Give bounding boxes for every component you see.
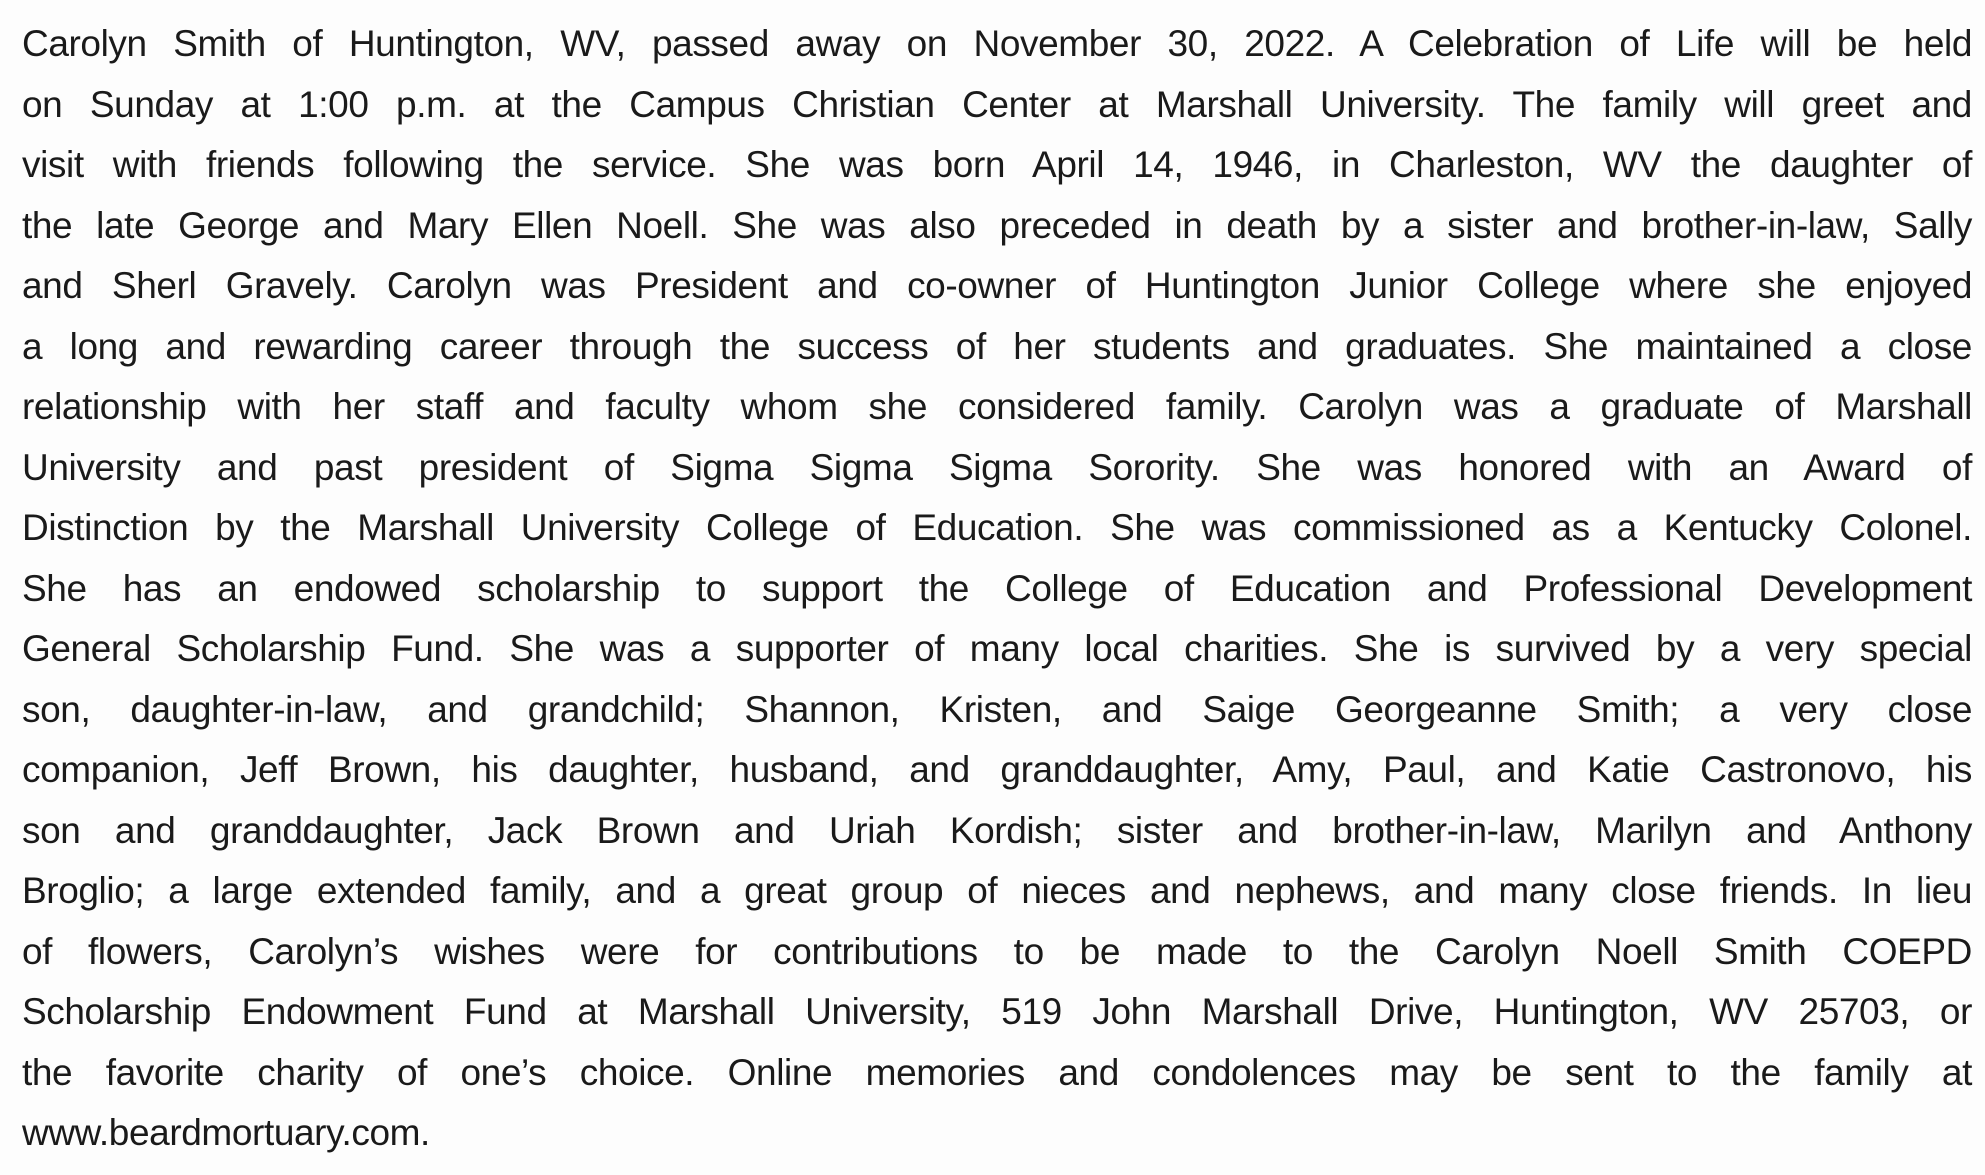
text-line: the late George and Mary Ellen Noell. She was also preceded in death by a sister and brother-in-law, Sally [22, 204, 1972, 246]
text-line: relationship with her staff and faculty whom she considered family. Carolyn was a graduate of Marshall [22, 386, 1972, 427]
website-link-text: www.beardmortuary.com. [22, 1112, 430, 1153]
text-line: and Sherl Gravely. Carolyn was President and co-owner of Huntington Junior College where she enjoyed [22, 265, 1972, 306]
text-line: companion, Jeff Brown, his daughter, husband, and granddaughter, Amy, Paul, and Katie Castronovo, his [22, 749, 1972, 790]
text-line: University and past president of Sigma Sigma Sigma Sorority. She was honored with an Award of [22, 446, 1972, 488]
text-line: Broglio; a large extended family, and a great group of nieces and nephews, and many close friends. In lieu [22, 870, 1972, 911]
text-line: Scholarship Endowment Fund at Marshall University, 519 John Marshall Drive, Huntington, WV 25703, or [22, 991, 1972, 1032]
text-line: on Sunday at 1:00 p.m. at the Campus Christian Center at Marshall University. The family will greet and [22, 83, 1972, 125]
text-line: son, daughter-in-law, and grandchild; Shannon, Kristen, and Saige Georgeanne Smith; a very close [22, 688, 1972, 730]
text-line: General Scholarship Fund. She was a supporter of many local charities. She is survived by a very special [22, 628, 1972, 669]
obituary-text [22, 14, 1972, 1164]
text-line: Distinction by the Marshall University College of Education. She was commissioned as a Kentucky Colonel. [22, 507, 1972, 548]
text-line: She has an endowed scholarship to support the College of Education and Professional Development [22, 567, 1972, 609]
text-line: a long and rewarding career through the success of her students and graduates. She maintained a close [22, 325, 1972, 367]
text-line: Carolyn Smith of Huntington, WV, passed away on November 30, 2022. A Celebration of Life will be held [22, 23, 1972, 64]
text-line: the favorite charity of one’s choice. Online memories and condolences may be sent to the family at [22, 1051, 1972, 1093]
text-line: of flowers, Carolyn’s wishes were for contributions to be made to the Carolyn Noell Smith COEPD [22, 930, 1972, 972]
text-line: visit with friends following the service. She was born April 14, 1946, in Charleston, WV the daughter of [22, 144, 1972, 185]
text-line: son and granddaughter, Jack Brown and Uriah Kordish; sister and brother-in-law, Marilyn and Anthony [22, 809, 1972, 851]
